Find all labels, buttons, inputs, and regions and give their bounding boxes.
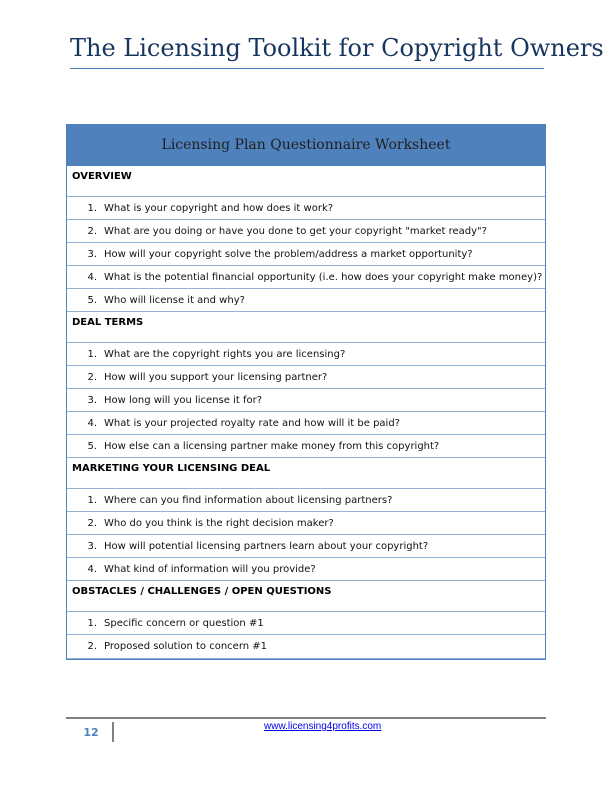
question-text: How will potential licensing partners learn about your copyright? [104, 540, 429, 552]
page-number: 12 [70, 722, 114, 742]
document-title: The Licensing Toolkit for Copyright Owners [70, 34, 604, 62]
question-text: What is the potential financial opportunity (i.e. how does your copyright make money)? [104, 271, 543, 283]
website-link[interactable]: www.licensing4profits.com [264, 721, 382, 732]
question-text: What is your projected royalty rate and how will it be paid? [104, 417, 400, 429]
question-row [67, 389, 545, 412]
question-row [67, 512, 545, 535]
question-number: 2. [87, 517, 97, 529]
question-text: Who do you think is the right decision maker? [104, 517, 334, 529]
question-row [67, 412, 545, 435]
question-text: How long will you license it for? [104, 394, 263, 406]
question-row [67, 366, 545, 389]
question-number: 1. [87, 202, 97, 214]
question-text: What is your copyright and how does it work? [104, 202, 334, 214]
section-heading: OBSTACLES / CHALLENGES / OPEN QUESTIONS [67, 581, 545, 612]
question-number: 2. [87, 371, 97, 383]
question-number: 5. [87, 440, 97, 452]
question-number: 2. [87, 225, 97, 237]
question-number: 4. [87, 417, 97, 429]
question-number: 2. [87, 641, 97, 652]
question-number: 1. [87, 348, 97, 360]
section-block [67, 458, 545, 581]
title-rule [70, 68, 544, 69]
question-row [67, 535, 545, 558]
section-block [67, 581, 545, 659]
question-row [67, 635, 545, 659]
question-number: 3. [87, 248, 97, 260]
question-row [67, 343, 545, 366]
question-text: How else can a licensing partner make money from this copyright? [104, 440, 440, 452]
question-row [67, 489, 545, 512]
question-text: How will your copyright solve the problem/address a market opportunity? [104, 248, 473, 260]
question-text: What are you doing or have you done to get your copyright "market ready"? [104, 225, 487, 237]
question-number: 1. [87, 494, 97, 506]
section-block [67, 166, 545, 312]
section-heading: OVERVIEW [67, 166, 545, 197]
question-text: What kind of information will you provide? [104, 563, 316, 575]
question-number: 4. [87, 271, 97, 283]
section-heading: MARKETING YOUR LICENSING DEAL [67, 458, 545, 489]
question-number: 1. [87, 617, 97, 629]
question-row [67, 558, 545, 581]
question-text: What are the copyright rights you are licensing? [104, 348, 346, 360]
question-text: Proposed solution to concern #1 [104, 641, 268, 652]
question-row [67, 197, 545, 220]
question-row [67, 220, 545, 243]
question-number: 3. [87, 394, 97, 406]
question-text: How will you support your licensing partner? [104, 371, 328, 383]
section-block [67, 312, 545, 458]
question-text: Where can you find information about licensing partners? [104, 494, 393, 506]
question-row [67, 266, 545, 289]
question-row [67, 289, 545, 312]
footer-rule [66, 717, 546, 719]
worksheet-title: Licensing Plan Questionnaire Worksheet [67, 125, 545, 166]
section-heading: DEAL TERMS [67, 312, 545, 343]
question-text: Specific concern or question #1 [104, 617, 264, 629]
question-row [67, 612, 545, 635]
question-row [67, 243, 545, 266]
question-row [67, 435, 545, 458]
question-number: 3. [87, 540, 97, 552]
question-text: Who will license it and why? [104, 294, 245, 306]
worksheet-table [66, 124, 546, 660]
question-number: 4. [87, 563, 97, 575]
question-number: 5. [87, 294, 97, 306]
